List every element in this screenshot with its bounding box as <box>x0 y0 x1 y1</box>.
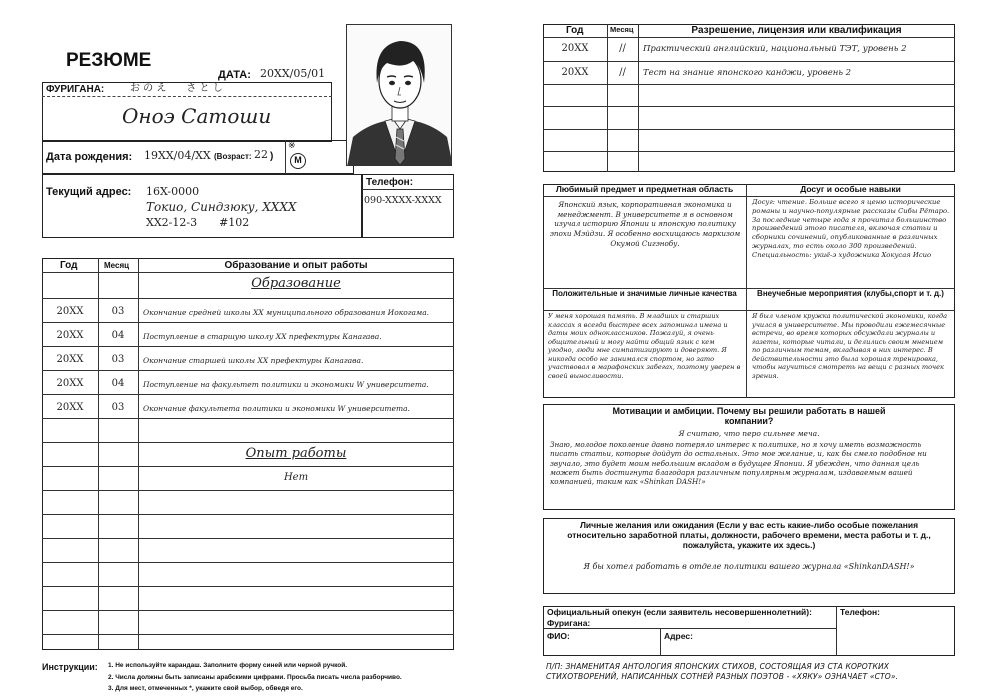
resume-title: РЕЗЮМЕ <box>66 50 152 71</box>
work-value: Нет <box>283 472 309 483</box>
furigana-value: お の え さ と し <box>130 83 223 94</box>
table-rule <box>543 84 955 85</box>
edu-row-year: 20XX <box>56 330 84 341</box>
guardian-name-label: ФИО: <box>547 631 570 641</box>
applicant-photo <box>346 24 452 166</box>
gender-marker[interactable] <box>290 153 306 169</box>
address-label: Текущий адрес: <box>46 186 132 198</box>
instruction-1: 1. Не используйте карандаш. Заполните форму синей или черной ручкой. <box>108 662 348 669</box>
table-rule <box>42 346 454 347</box>
edu-col-title: Образование и опыт работы <box>224 260 368 271</box>
table-rule <box>42 586 454 587</box>
edu-row-text: Окончание старшей школы XX префектуры Канагава. <box>143 356 364 365</box>
license-row-month: // <box>619 43 626 54</box>
table-rule <box>42 442 454 443</box>
table-rule <box>42 322 454 323</box>
table-rule <box>42 466 454 467</box>
table-rule <box>42 538 454 539</box>
address-line-3: XX2-12-3 #102 <box>146 216 250 229</box>
education-heading: Образование <box>251 276 341 291</box>
instructions-label: Инструкции: <box>42 662 98 672</box>
activities-text: Я был членом кружка политической экономики, когда учился в университете. Мы проводили ежемесячные встречи, во время которых обсуждали журналы и газеты, которые читали, и делились своим мнением по различным темам, вкладывая в них интерес. В действительности это была хорошая тренировка, чтобы научиться смотреть на вещи с разных точек зрения. <box>752 312 948 380</box>
hobby-heading: Досуг и особые навыки <box>800 184 901 194</box>
license-row-year: 20XX <box>561 43 589 54</box>
activities-heading: Внеучебные мероприятия (клубы,спорт и т. д.) <box>757 289 944 298</box>
phone-label: Телефон: <box>366 177 414 188</box>
table-rule <box>42 394 454 395</box>
edu-col-month: Месяц <box>104 261 130 270</box>
work-heading: Опыт работы <box>245 446 347 461</box>
motivation-text-1: Я считаю, что перо сильнее меча. <box>678 429 820 438</box>
date-value: 20XX/05/01 <box>260 67 326 80</box>
subject-text: Японский язык, корпоративная экономика и менеджмент. В университете я в основном изучал историю Японии и японскую политику эпохи Мэйдзи. Я особенно восхищаюсь маркизом Окумой Сигэнобу. <box>549 200 741 248</box>
applicant-name: Оноэ Сатоши <box>122 104 272 128</box>
edu-row-year: 20XX <box>56 402 84 413</box>
hobby-text: Досуг: чтение. Больше всего я ценю исторические романы и научно-популярные рассказы Сибы Рётаро. За последние четыре года я прочитал большинство произведений этого писателя, включая статьи и сборники сочинений, опубликованные в различных журналах, то есть около 300 произведений. Специальность: укиё-э художника Хокусая Исио <box>752 198 950 259</box>
age-value: 22 <box>254 148 268 161</box>
edu-row-year: 20XX <box>56 306 84 317</box>
age-close: ) <box>270 151 274 162</box>
guardian-address-label: Адрес: <box>664 631 693 641</box>
qualities-heading: Положительные и значимые личные качества <box>552 289 737 298</box>
date-label: ДАТА: <box>218 69 251 81</box>
gender-value: M <box>294 155 302 165</box>
table-rule <box>42 610 454 611</box>
note-mark: ※ <box>288 141 296 151</box>
license-col-year: Год <box>566 25 584 36</box>
license-row-year: 20XX <box>561 67 589 78</box>
edu-row-month: 04 <box>111 378 125 389</box>
instruction-3: 3. Для мест, отмеченных *, укажите свой выбор, обведя его. <box>108 685 303 692</box>
age-label: (Возраст: <box>214 152 252 161</box>
guardian-furigana-label: Фуригана: <box>547 618 591 628</box>
license-row-text: Тест на знание японского канджи, уровень 2 <box>643 68 852 78</box>
license-row-text: Практический английский, национальный ТЭТ, уровень 2 <box>643 44 907 54</box>
edu-row-text: Поступление на факультет политики и экономики W университета. <box>143 380 429 389</box>
address-line-1: 16X-0000 <box>146 185 200 198</box>
portrait-illustration <box>347 25 452 166</box>
table-rule <box>42 418 454 419</box>
table-rule <box>42 370 454 371</box>
edu-row-text: Окончание факультета политики и экономики W университета. <box>143 404 410 413</box>
furigana-label: ФУРИГАНА: <box>46 84 105 95</box>
wishes-text: Я бы хотел работать в отделе политики вашего журнала «ShinkanDASH!» <box>583 562 915 571</box>
edu-row-month: 03 <box>111 402 125 413</box>
subject-heading: Любимый предмет и предметная область <box>555 184 734 194</box>
edu-row-year: 20XX <box>56 354 84 365</box>
wishes-heading: Личные желания или ожидания (Если у вас есть какие-либо особые пожелания относительно заработной платы, должности, рабочего времени, места работы и т. д., пожалуйста, укажите их здесь.) <box>567 520 931 550</box>
motivation-text-2: Знаю, молодое поколение давно потеряло интерес к политике, но я хочу иметь возможность писать статьи, которые дойдут до остальных. Это мое желание, и, как бы смело подобное ни звучало, это будет моим небольшим вкладом в будущее Японии. Я убежден, что данная цель может быть достигнута благодаря различным популярным журналам, издаваемым вашей компанией, таким как «Shinkan DASH!» <box>550 440 927 487</box>
table-rule <box>42 562 454 563</box>
edu-row-text: Окончание средней школы XX муниципального образования Иокогама. <box>143 308 430 317</box>
license-col-title: Разрешение, лицензия или квалификация <box>691 25 902 36</box>
edu-row-month: 04 <box>111 330 125 341</box>
edu-row-year: 20XX <box>56 378 84 389</box>
motivation-heading: Мотивации и амбиции. Почему вы решили работать в нашей компании? <box>612 406 886 427</box>
guardian-label: Официальный опекун (если заявитель несовершеннолетний): <box>547 607 812 617</box>
instruction-2: 2. Числа должны быть записаны арабскими цифрами. Просьба писать числа разборчиво. <box>108 674 402 681</box>
translator-footnote: П/П: ЗНАМЕНИТАЯ АНТОЛОГИЯ ЯПОНСКИХ СТИХОВ, СОСТОЯЩАЯ ИЗ СТА КОРОТКИХ СТИХОТВОРЕНИЙ, НАПИСАННЫХ СОТНЕЙ РАЗНЫХ ПОЭТОВ - «ХЯКУ» ОЗНАЧАЕТ «СТО». <box>546 662 899 682</box>
table-rule <box>42 634 454 635</box>
address-line-2: Токио, Синдзюку, XXXX <box>146 200 297 214</box>
table-rule <box>42 298 454 299</box>
qualities-text: У меня хорошая память. В младших и старших классах я всегда быстрее всех запоминал имена и даты моих одноклассников. Пожалуй, я очень общительный и могу найти общий язык с кем угодно, люди мне симпатизируют и доверяют. Я никогда особо не занимался спортом, но зато участвовал в марафонских забегах, поэтому уверен в своей выносливости. <box>548 312 741 380</box>
license-row-month: // <box>619 67 626 78</box>
birth-label: Дата рождения: <box>46 151 133 163</box>
table-rule <box>543 151 955 152</box>
edu-col-year: Год <box>60 260 78 271</box>
edu-row-text: Поступление в старшую школу XX префектуры Канагава. <box>143 332 382 341</box>
edu-row-month: 03 <box>111 306 125 317</box>
edu-row-month: 03 <box>111 354 125 365</box>
birth-value: 19XX/04/XX <box>144 149 211 162</box>
guardian-phone-label: Телефон: <box>840 607 880 617</box>
table-rule <box>543 61 955 62</box>
phone-value: 090-XXXX-XXXX <box>364 195 442 206</box>
table-rule <box>42 514 454 515</box>
license-col-month: Месяц <box>610 25 634 34</box>
table-rule <box>42 490 454 491</box>
table-rule <box>543 106 955 107</box>
table-rule <box>543 129 955 130</box>
